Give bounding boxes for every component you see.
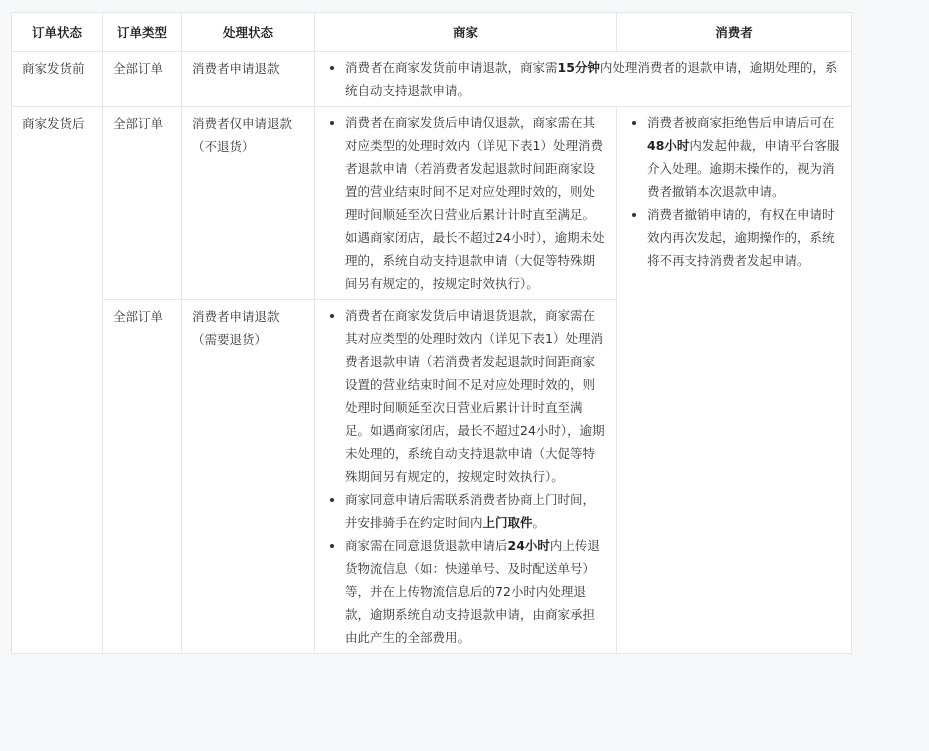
rule-emphasis: 15分钟 [557,60,600,75]
cell-order-type: 全部订单 [103,107,182,300]
header-merchant: 商家 [315,13,617,52]
merchant-rule-list [325,304,606,649]
rule-text: 内上传退货物流信息（如：快递单号、及时配送单号）等，并在上传物流信息后的72小时内处理退款，逾期系统自动支持退款申请，由商家承担由此产生的全部费用。 [345,538,600,645]
table-header-row [12,13,852,52]
refund-policy-table [11,12,852,654]
cell-order-type: 全部订单 [103,300,182,654]
header-order-status: 订单状态 [12,13,103,52]
merchant-rule-list [325,56,841,102]
table-row [12,52,852,107]
rule-text: 商家需在同意退货退款申请后 [345,538,508,553]
header-order-type: 订单类型 [103,13,182,52]
rule-item [645,111,841,203]
cell-order-type: 全部订单 [103,52,182,107]
consumer-rule-list [627,111,841,272]
rule-text: 商家同意申请后需联系消费者协商上门时间，并安排骑手在约定时间内 [345,492,596,530]
rule-item [343,111,606,295]
header-process-status: 处理状态 [182,13,315,52]
cell-process-status: 消费者申请退款 [182,52,315,107]
rule-text: 消费者在商家发货前申请退款，商家需 [345,60,558,75]
cell-merchant-rules [315,300,617,654]
rule-text: 内发起仲裁，申请平台客服介入处理。逾期未操作的，视为消费者撤销本次退款申请。 [647,138,840,199]
rule-text: 消费者撤销申请的，有权在申请时效内再次发起，逾期操作的，系统将不再支持消费者发起申请。 [647,207,835,268]
rule-emphasis: 24小时 [507,538,550,553]
rule-emphasis: 48小时 [647,138,690,153]
cell-consumer-rules [617,107,852,654]
rule-item [343,56,841,102]
rule-item [343,488,606,534]
rule-emphasis: 上门取件 [482,515,533,530]
rule-text: 消费者在商家发货后申请退货退款，商家需在其对应类型的处理时效内（详见下表1）处理消费者退款申请（若消费者发起退款时间距商家设置的营业结束时间不足对应处理时效的，则处理时间顺延至次日营业后累计计时直至满足。如遇商家闭店，最长不超过24小时），逾期未处理的，系统自动支持退款申请（大促等特殊期间另有规定的，按规定时效执行）。 [345,308,605,484]
cell-order-status: 商家发货后 [12,107,103,654]
rule-item [645,203,841,272]
rule-item [343,304,606,488]
merchant-rule-list [325,111,606,295]
rule-text: 消费者被商家拒绝售后申请后可在 [647,115,835,130]
table-row [12,107,852,300]
cell-order-status: 商家发货前 [12,52,103,107]
rule-text: 内处理消费者的退款申请，逾期处理的，系统自动支持退款申请。 [345,60,838,98]
cell-process-status: 消费者仅申请退款（不退货） [182,107,315,300]
cell-merchant-rules [315,107,617,300]
cell-merchant-rules [315,52,852,107]
header-consumer: 消费者 [617,13,852,52]
rule-item [343,534,606,649]
rule-text: 消费者在商家发货后申请仅退款，商家需在其对应类型的处理时效内（详见下表1）处理消费者退款申请（若消费者发起退款时间距商家设置的营业结束时间不足对应处理时效的，则处理时间顺延至次日营业后累计计时直至满足。如遇商家闭店，最长不超过24小时），逾期未处理的，系统自动支持退款申请（大促等特殊期间另有规定的，按规定时效执行）。 [345,115,605,291]
cell-process-status: 消费者申请退款（需要退货） [182,300,315,654]
rule-text: 。 [532,515,546,530]
